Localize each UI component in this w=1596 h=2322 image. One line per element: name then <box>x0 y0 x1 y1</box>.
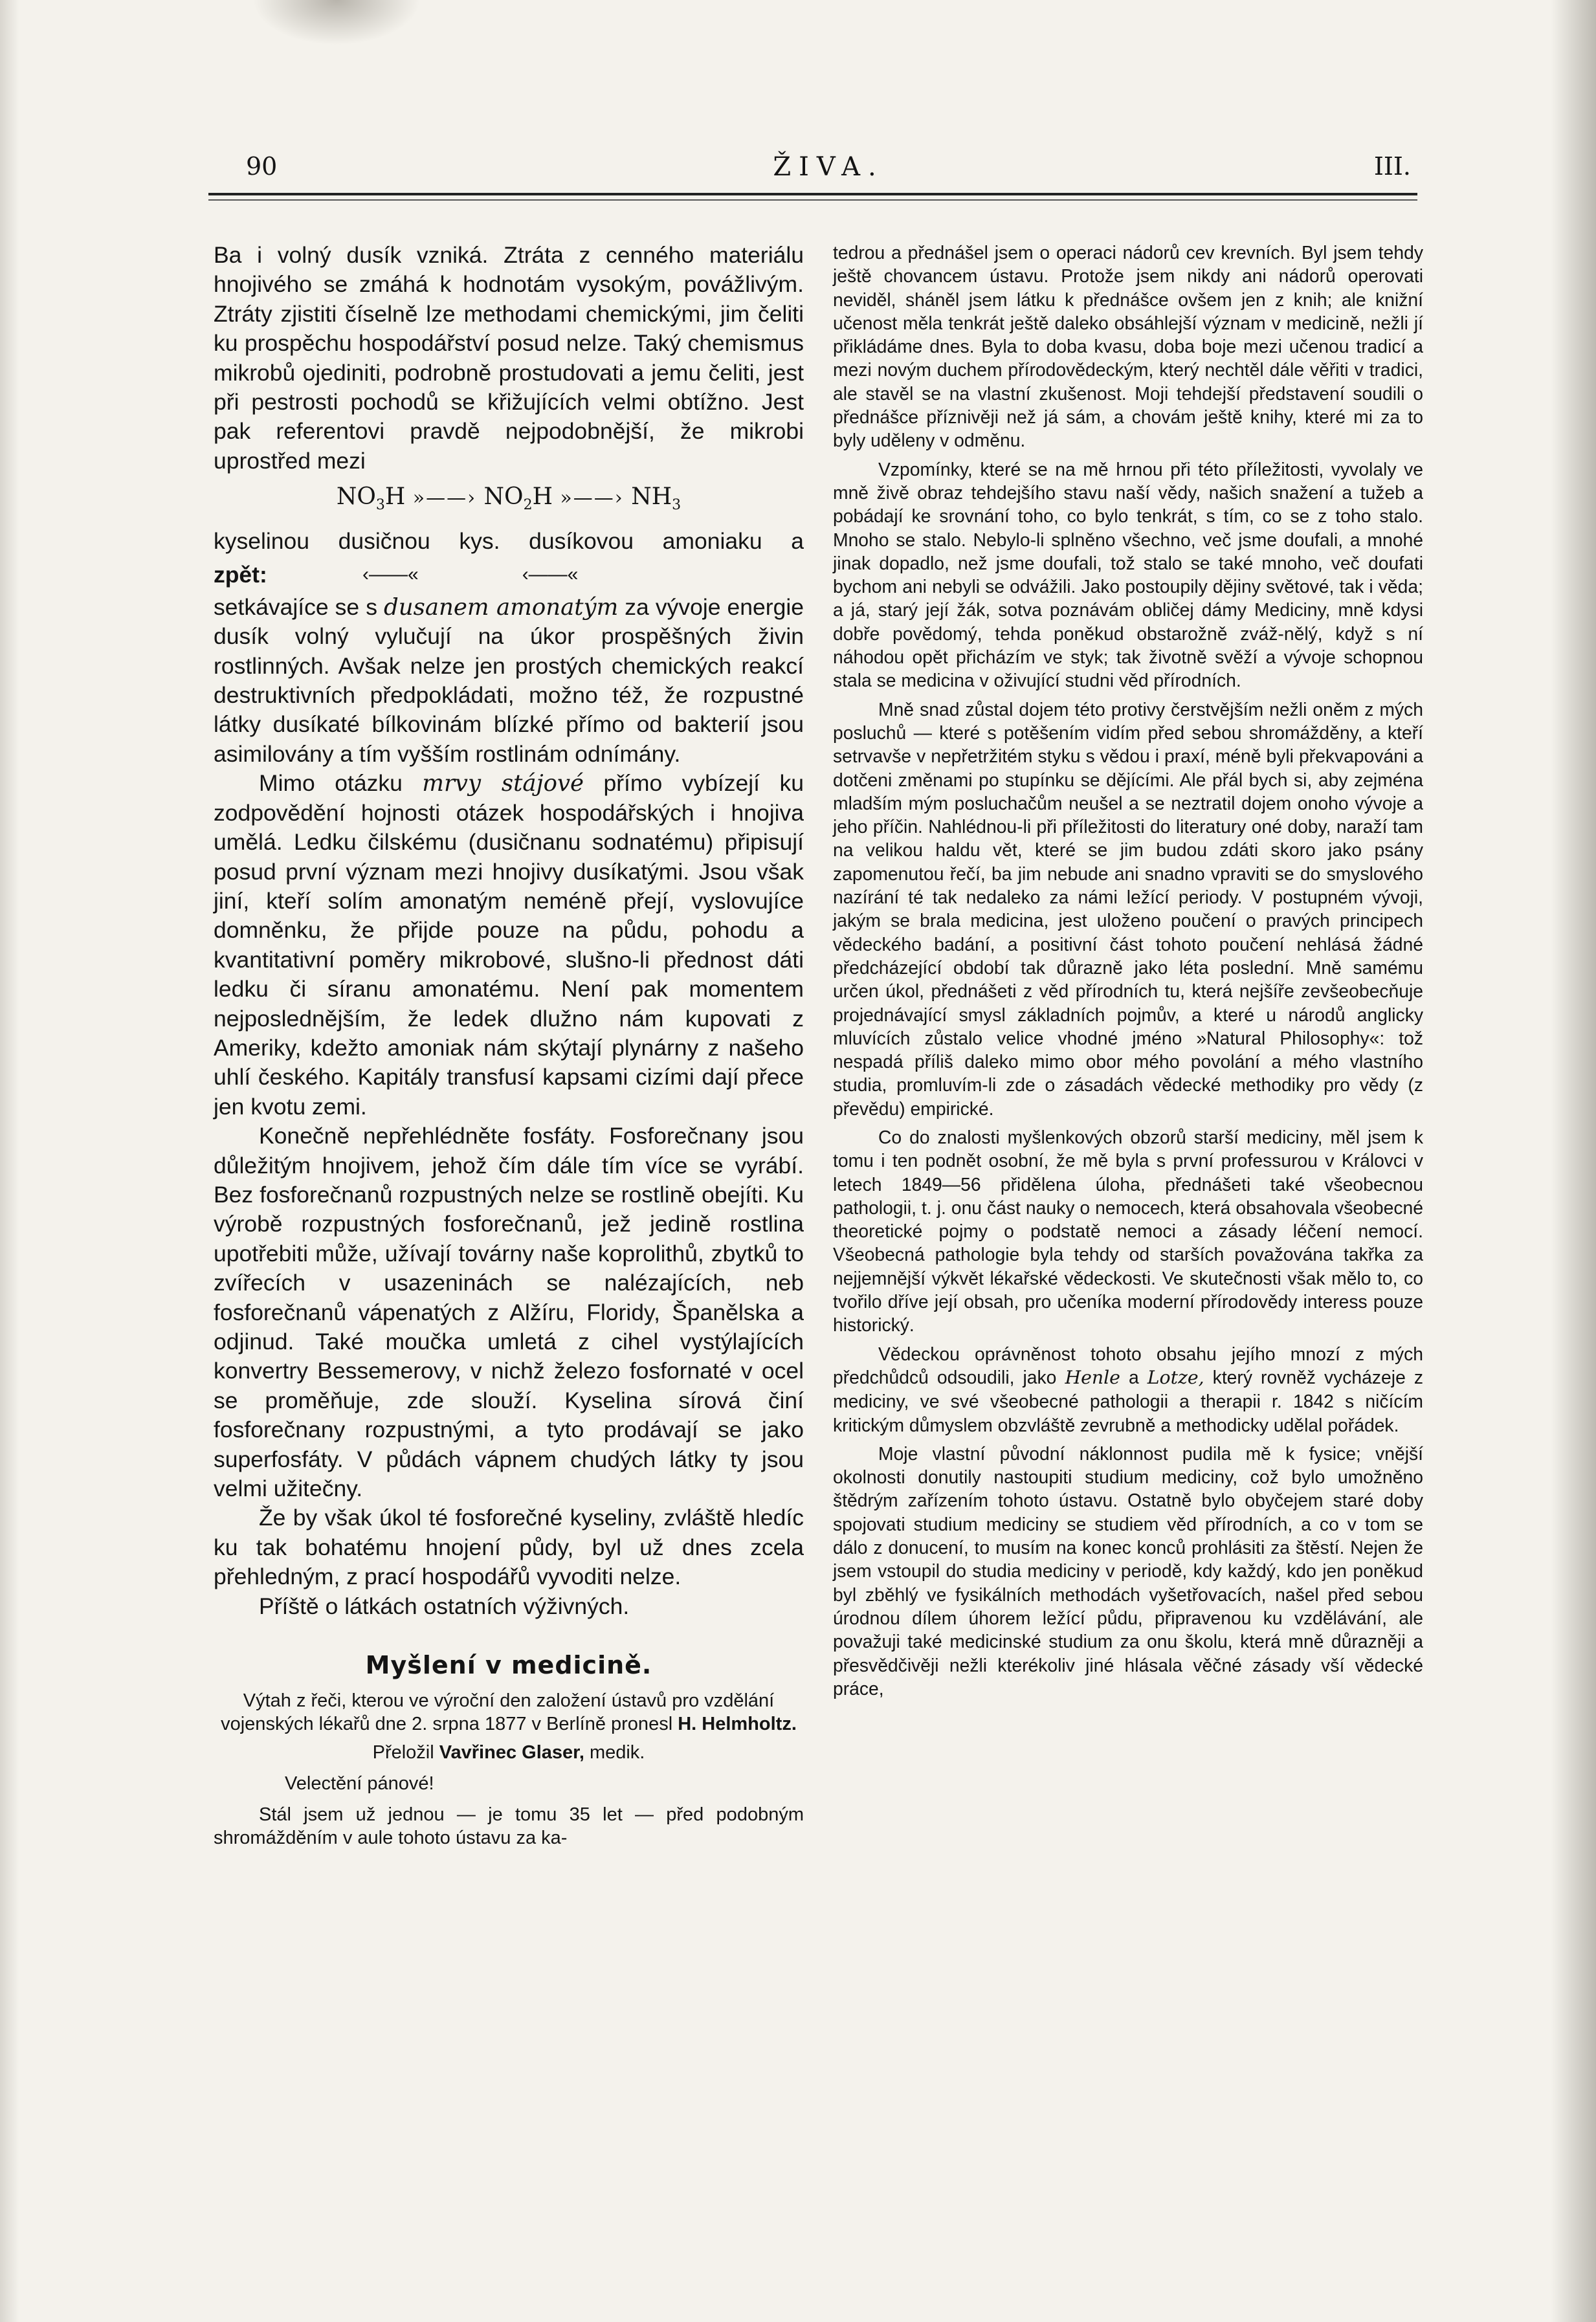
back-arrow: ‹——« <box>522 563 579 585</box>
page-edge-shadow-right <box>1551 0 1596 2322</box>
formula-nh3: $NH_3$ <box>631 483 682 514</box>
paragraph: Vědeckou oprávněnost tohoto obsahu jejího mnozí z mých předchůdců odsoudili, jako Henle a Lotze, který rovněž vycházeje z mediciny, ve své všeobecné pathologii a therapii r. 1842 s ničícím kritickým důmyslem obzvláště zevrubně a methodicky udělal pořádek. <box>833 1343 1423 1435</box>
page-edge-shadow-left <box>0 0 19 2322</box>
header-rule <box>208 193 1417 195</box>
issue-number: III. <box>1373 152 1411 181</box>
paragraph: Mně snad zůstal dojem této protivy čerstvějším nežli oněm z mých posluchů — které s potěšením vidím před sebou shromážděny, a kteří setrvavše v nepřetržitém styku s vědou i praxí, méně byli překvapováni a dotčeni změnami po stupínku se dějícími. Ale přál bych si, aby zejména mladším mým posluchačům neušel a se neztratil dojem onoho vývoje a jeho příčin. Nahlédnou-li při příležitosti do literatury oné doby, naraží tam na velikou haldu vět, které se jim budou zdáti skoro jako psány zapomenutou řečí, ba jim nebude ani snadno vpraviti se do smyslového nazírání té tak nedaleko za námi ležící periody. V postupném vývoji, jakým se brala medicina, jest uloženo poučení o pravých principech vědeckého badání, a positivní část tohoto poučení nehlásá žádné předcházející období tak důrazně jako léta poslední. Mně samému určen úkol, přednášeti z věd přírodních tu, která nejšíře zevšeobecňuje projednávající smysl základních pojmův, a které u národů anglicky mluvících zůstalo velice vhodné jméno »Natural Philosophy«: tož nespadá příliš daleko mimo obor mého povolání a mého vlastního studia, promluvím-li zde o zásadách vědecké methodiky pro vědy (z převědu) empirické. <box>833 698 1423 1119</box>
article-subtitle: Výtah z řeči, kterou ve výroční den založení ústavů pro vzdělání vojenských lékařů dne 2. srpna 1877 v Berlíně pronesl H. Helmholtz. <box>221 1690 797 1735</box>
article-title: Myšlení v medicině. <box>365 1651 652 1680</box>
translator-line: Přeložil Vavřinec Glaser, medik. <box>372 1742 645 1764</box>
formula-no3h: $NO_3H$ <box>336 483 406 514</box>
forward-arrow: »——› <box>412 487 477 510</box>
paragraph: Ba i volný dusík vzniká. Ztráta z cenného materiálu hnojivého se zmáhá k hodnotám vysokým, povážlivým. Ztráty zjistiti číselně lze methodami chemickými, jim čeliti ku prospěchu hospodářství posud nelze. Taký chemismus mikrobů ojediniti, podrobně prostudovati a jemu čeliti, jest při pestrosti pochodů se křižujících velmi obtížno. Jest pak referentovi pravdě nejpodobnější, že mikrobi uprostřed mezi <box>214 242 804 474</box>
back-arrows-line <box>214 557 804 593</box>
paragraph: Konečně nepřehlédněte fosfáty. Fosforečnany jsou důležitým hnojivem, jehož čím dále tím více se vyrábí. Bez fosforečnanů rozpustných nelze se rostlině obejíti. Ku výrobě rozpustných fosforečnanů, jež jedině rostlina upotřebiti může, užívají továrny naše koprolithů, zbytků to zvířecích v usazeninách se nalézajících, neb fosforečnanů vápenatých z Alžíru, Floridy, Španělska a odjinud. Také moučka umletá z cihel vystýlajících konvertry Bessemerovy, v nichž železo fosfornaté v ocel se proměňuje, zde slouží. Kyselina sírová činí fosforečnany rozpustnými, a tyto prodávají se jako superfosfáty. V půdách vápnem chudých látky ty jsou velmi užitečny. <box>214 1123 804 1502</box>
paragraph: Příště o látkách ostatních výživných. <box>259 1593 630 1619</box>
back-arrow: ‹——« <box>362 563 419 585</box>
paragraph: Stál jsem už jednou — je tomu 35 let — před podobným shromážděním v aule tohoto ústavu za ka- <box>214 1804 804 1849</box>
salutation: Velectění pánové! <box>285 1773 434 1795</box>
running-header <box>246 152 1411 191</box>
page-number: 90 <box>246 152 278 181</box>
paragraph: Co do znalosti myšlenkových obzorů starší mediciny, měl jsem k tomu i ten podnět osobní, že mě byla s první professurou v Královci v letech 1849—56 přidělena úloha, přednášeti také všeobecnou pathologii, t. j. onu část nauky o nemocech, která obsahovala všeobecné theoretické pojmy o podstatě nemoci a zásady léčení nemocí. Všeobecná pathologie byla tehdy od starších považována takřka za nejjemnější výkvět lékařské vědeckosti. Ve skutečnosti však mělo to, co tvořilo dříve její obsah, pro učeníka moderní přírodovědy interess pouze historický. <box>833 1126 1423 1336</box>
author-name: H. Helmholtz. <box>678 1714 797 1735</box>
paragraph: tedrou a přednášel jsem o operaci nádorů cev krevních. Byl jsem tehdy ještě chovancem ústavu. Protože jsem nikdy ani nádorů operovati neviděl, sháněl jsem látku k přednášce ovšem jen z knih; ale knižní učenost měla tenkrát ještě daleko obsáhlejší význam v medicině, nežli jí přikládáme dnes. Byla to doba kvasu, doba boje mezi učenou tradicí a mezi novým duchem přírodovědeckým, který nechtěl dále věřiti v tradici, ale stavěl se na vlastní zkušenost. Moji tehdejší představení soudili o přednášce příznivěji než já sám, a chovám ještě knihy, které mi za to byly uděleny v odměnu. <box>833 242 1423 451</box>
left-column <box>214 241 804 1850</box>
paragraph: Že by však úkol té fosforečné kyseliny, zvláště hledíc ku tak bohatému hnojení půdy, byl už dnes zcela přehledným, z prací hospodářů vyvoditi nelze. <box>214 1505 804 1590</box>
scan-smudge <box>252 0 421 45</box>
forward-arrow: »——› <box>560 487 624 510</box>
paragraph: Moje vlastní původní náklonnost pudila mě k fysice; vnější okolnosti donutily nastoupiti studium mediciny, což bylo umožněno štědrým zařízením tohoto ústavu. Ostatně bylo obyčejem staré doby spojovati studium mediciny se studiem věd přírodních, a co v tom se dálo z donucení, to musím na konec konců prohlásiti za štěstí. Nejen že jsem vstoupil do studia mediciny v periodě, kdy každý, kdo jen poněkud byl zběhlý ve fysikálních methodách vyšetřovacích, našel před sebou úrodnou dílem úhorem ležící půdu, připravenou ku vzdělávání, ale považuji také medicinské studium za onu školu, která mně důrazněji a přesvědčivěji nežli kterékoliv jiné hlásala věčné zásady vší vědecké práce, <box>833 1443 1423 1699</box>
formula-no2h: $NO_2H$ <box>483 483 553 514</box>
paragraph: Vzpomínky, které se na mě hrnou při této příležitosti, vyvolaly ve mně živě obraz tehdejšího stavu naší vědy, našich snažení a tužeb a pobádají ke srovnání toho, co bylo tenkrát, s tím, co se z toho stalo. Mnoho se stalo. Nebylo-li splněno všechno, več jsme doufali, a mnohé jinak dopadlo, než jsme doufali, tož stalo se také mnoho, več doufati bychom ani nebyli se odvážili. Jako postoupily dějiny světové, tak i věda; a já, starý její žák, sotva poznávám obličej dámy Mediciny, mně kdysi dobře povědomý, tehda poněkud obstarožně zváž-nělý, když s ní náhodou opět přicházím ve styk; tak životně svěží a vývoje schopnou stala se medicina v oživující studni věd přírodních. <box>833 458 1423 691</box>
right-column <box>833 241 1423 1700</box>
paragraph: Mimo otázku mrvy stájové přímo vybízejí ku zodpovědění hojnosti otázek hospodářských i hnojiva umělá. Ledku čilskému (dusičnanu sodnatému) připisují posud první význam mezi hnojivy dusíkatými. Jsou však jiní, kteří solím amonatým neméně přejí, vyslovujíce domněnku, že přijde pouze na půdu, pohodu a kvantitativní poměry mikrobové, slušno-li přednost dáti ledku či síranu amonatému. Není pak momentem nejposlednějším, že ledek dlužno nám kupovati z Ameriky, kdežto amoniak nám skýtají plynárny z našeho uhlí českého. Kapitály transfusí kapsami cizími dají přece jen kvotu zemi. <box>214 770 804 1120</box>
header-rule-thin <box>208 199 1417 201</box>
paragraph: setkávajíce se s dusanem amonatým za vývoje energie dusík volný vylučují na úkor prospěšných živin rostlinných. Avšak nelze jen prostých chemických reakcí destruktivních předpokládati, možno též, že rozpustné látky dusíkaté bílkovinám blízké přímo od bakterií jsou asimilovány a tím vyšším rostlinám odnímány. <box>214 593 804 767</box>
zpet-word: zpět: <box>214 561 267 588</box>
journal-title: ŽIVA. <box>773 152 884 182</box>
formula-caption: kyselinou dusičnou kys. dusíkovou amoniaku a <box>214 528 804 555</box>
chemical-formula <box>214 478 804 524</box>
